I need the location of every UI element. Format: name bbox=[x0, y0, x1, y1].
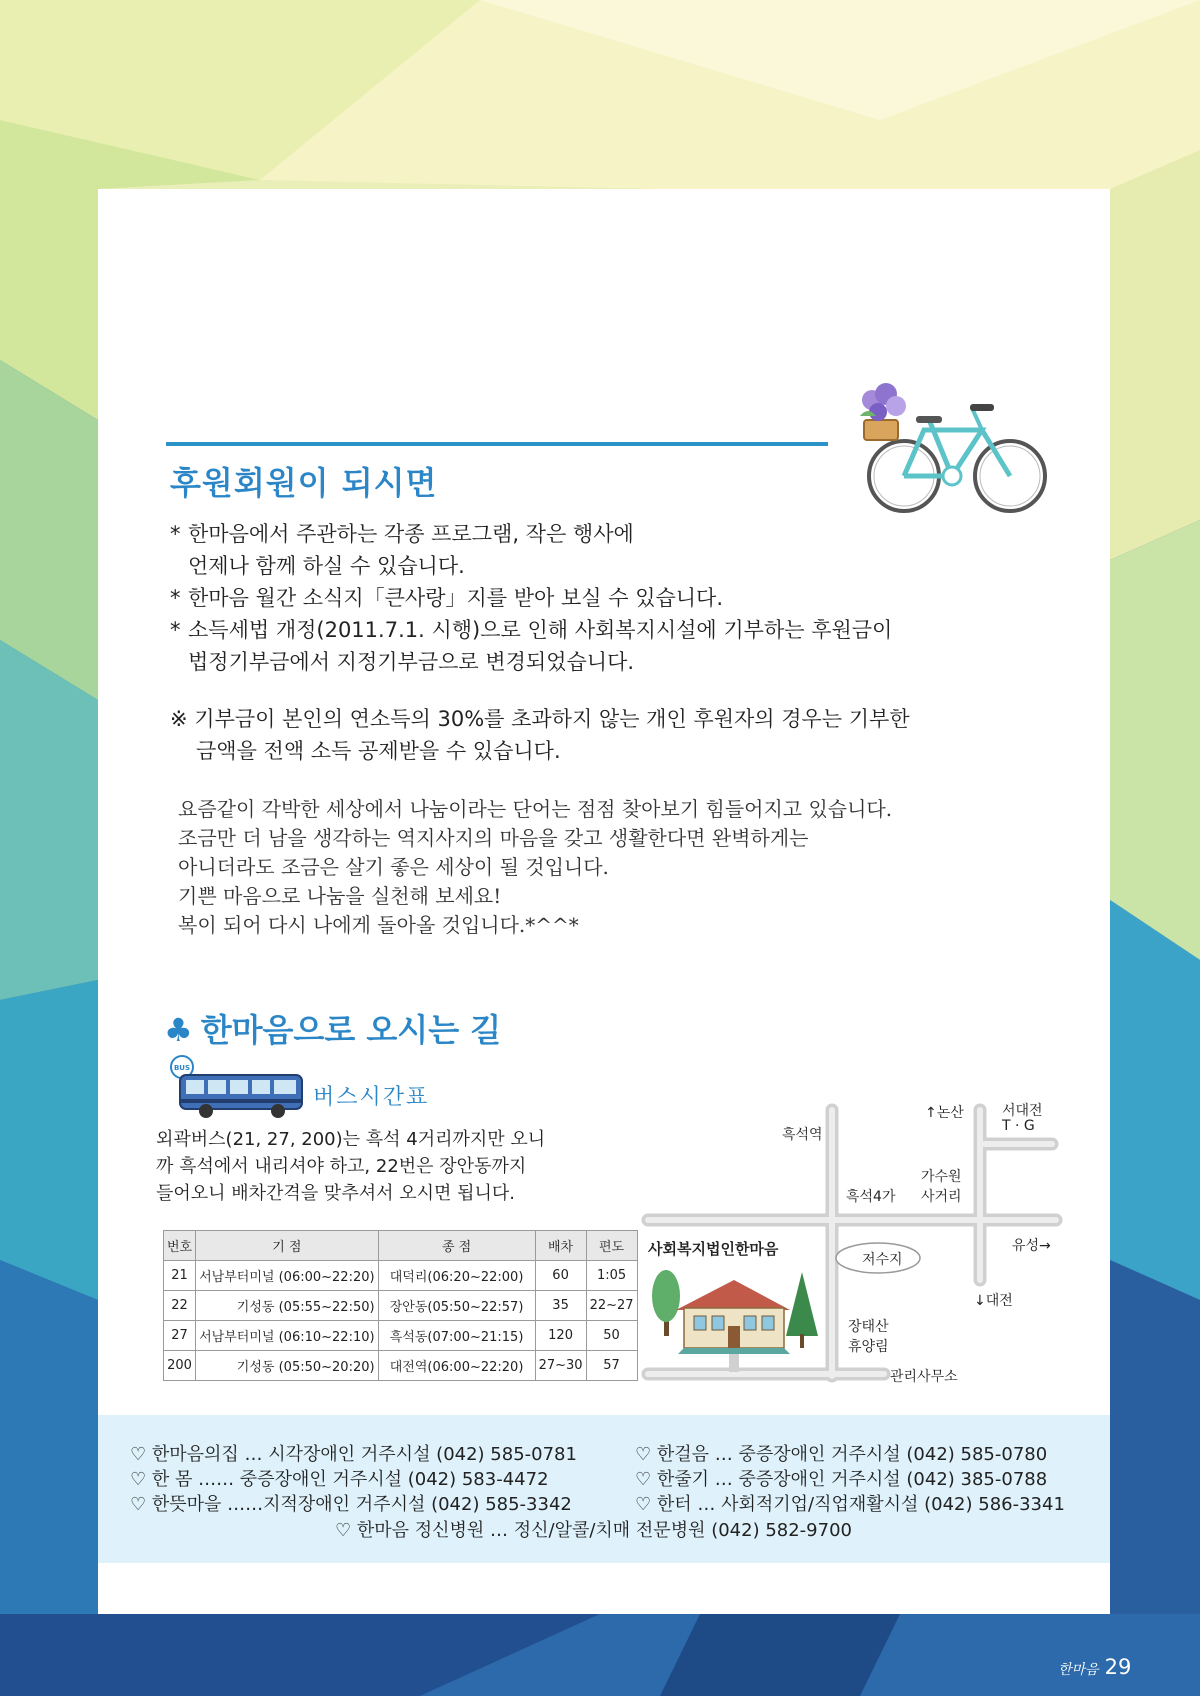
page-number: 29 bbox=[1104, 1655, 1132, 1679]
message-line: 기쁜 마음으로 나눔을 실천해 보세요! bbox=[178, 884, 502, 908]
support-title: 후원회원이 되시면 bbox=[170, 464, 438, 502]
cell: 60 bbox=[535, 1261, 586, 1291]
bullet-1 bbox=[170, 518, 634, 582]
section-rule bbox=[166, 442, 828, 446]
message-line: 조금만 더 남을 생각하는 역지사지의 마음을 갖고 생활한다면 완벽하게는 bbox=[178, 826, 809, 850]
map-label-office: 관리사무소 bbox=[890, 1369, 958, 1385]
directions-title-text: 한마음으로 오시는 길 bbox=[200, 1011, 502, 1049]
cell: 서남부터미널 (06:00~22:20) bbox=[196, 1261, 378, 1291]
col-header: 기 점 bbox=[196, 1231, 378, 1261]
facility-item: ♡ 한마음 정신병원 … 정신/알콜/치매 전문병원 (042) 582-9700 bbox=[335, 1520, 852, 1541]
facility-item: ♡ 한뜻마을 ……지적장애인 거주시설 (042) 585-3342 bbox=[130, 1494, 572, 1515]
page-footer bbox=[1058, 1655, 1131, 1679]
facility-item: ♡ 한줄기 … 중증장애인 거주시설 (042) 385-0788 bbox=[635, 1469, 1048, 1490]
cell: 22 bbox=[164, 1291, 196, 1321]
bullet-2 bbox=[170, 582, 723, 614]
message-line: 아니더라도 조금은 살기 좋은 세상이 될 것입니다. bbox=[178, 855, 609, 879]
table-row bbox=[164, 1291, 638, 1321]
bullet-line: 법정기부금에서 지정기부금으로 변경되었습니다. bbox=[188, 650, 635, 674]
map-label-seodaejeon: 서대전 bbox=[1002, 1103, 1043, 1119]
col-header: 배차 bbox=[535, 1231, 586, 1261]
cell: 35 bbox=[535, 1291, 586, 1321]
brand-logo: 한마음 bbox=[1058, 1662, 1099, 1678]
cell: 대전역(06:00~22:20) bbox=[378, 1351, 535, 1381]
bullet-marker: * bbox=[170, 522, 181, 546]
sharing-message bbox=[178, 795, 892, 940]
cell: 흑석동(07:00~21:15) bbox=[378, 1321, 535, 1351]
bus-badge-text: BUS bbox=[173, 1064, 191, 1072]
cell: 22~27 bbox=[586, 1291, 637, 1321]
bus-desc-line: 외곽버스(21, 27, 200)는 흑석 4거리까지만 오니 bbox=[156, 1129, 546, 1150]
cell: 서남부터미널 (06:10~22:10) bbox=[196, 1321, 378, 1351]
bus-desc-line: 들어오니 배차간격을 맞추셔서 오시면 됩니다. bbox=[156, 1183, 515, 1204]
bullet-line: 한마음 월간 소식지「큰사랑」지를 받아 보실 수 있습니다. bbox=[188, 586, 724, 610]
table-row bbox=[164, 1261, 638, 1291]
map-label-organization: 사회복지법인한마음 bbox=[648, 1240, 779, 1258]
cell: 27~30 bbox=[535, 1351, 586, 1381]
cell: 대덕리(06:20~22:00) bbox=[378, 1261, 535, 1291]
cell: 120 bbox=[535, 1321, 586, 1351]
bullet-marker: * bbox=[170, 586, 181, 610]
map-label-forest: 휴양림 bbox=[848, 1339, 889, 1355]
bus-desc-line: 까 흑석에서 내리셔야 하고, 22번은 장안동까지 bbox=[156, 1156, 527, 1177]
bicycle-illustration bbox=[852, 378, 1052, 518]
map-label-jangtaesan: 장태산 bbox=[848, 1319, 889, 1335]
map-label-gasuwon: 가수원 bbox=[921, 1169, 962, 1185]
tax-note bbox=[170, 703, 910, 767]
bullet-line: 한마음에서 주관하는 각종 프로그램, 작은 행사에 bbox=[188, 522, 634, 546]
col-header: 편도 bbox=[586, 1231, 637, 1261]
cell: 27 bbox=[164, 1321, 196, 1351]
col-header: 번호 bbox=[164, 1231, 196, 1261]
table-header-row bbox=[164, 1231, 638, 1261]
map-label-daejeon: ↓대전 bbox=[974, 1293, 1013, 1309]
bus-description bbox=[156, 1126, 545, 1207]
cell: 1:05 bbox=[586, 1261, 637, 1291]
bullet-3 bbox=[170, 614, 892, 678]
cell: 21 bbox=[164, 1261, 196, 1291]
facility-item: ♡ 한터 … 사회적기업/직업재활시설 (042) 586-3341 bbox=[635, 1494, 1065, 1515]
note-marker: ※ bbox=[170, 707, 188, 731]
club-icon: ♣ bbox=[164, 1011, 193, 1049]
col-header: 종 점 bbox=[378, 1231, 535, 1261]
message-line: 요즘같이 각박한 세상에서 나눔이라는 단어는 점점 찾아보기 힘들어지고 있습니다. bbox=[178, 797, 893, 821]
directions-title bbox=[164, 1005, 501, 1051]
bullet-line: 소득세법 개정(2011.7.1. 시행)으로 인해 사회복지시설에 기부하는 후원금이 bbox=[188, 618, 893, 642]
cell: 57 bbox=[586, 1351, 637, 1381]
cell: 기성동 (05:50~20:20) bbox=[196, 1351, 378, 1381]
map-label-heukseok-station: 흑석역 bbox=[782, 1127, 823, 1143]
map-label-intersection: 사거리 bbox=[921, 1189, 962, 1205]
table-row bbox=[164, 1321, 638, 1351]
note-line: 금액을 전액 소득 공제받을 수 있습니다. bbox=[196, 739, 561, 763]
cell: 200 bbox=[164, 1351, 196, 1381]
bus-timetable bbox=[163, 1230, 638, 1381]
cell: 50 bbox=[586, 1321, 637, 1351]
map-label-nonsan: ↑논산 bbox=[925, 1105, 964, 1121]
message-line: 복이 되어 다시 나에게 돌아올 것입니다.*^^* bbox=[178, 913, 579, 937]
bullet-marker: * bbox=[170, 618, 181, 642]
facility-item: ♡ 한걸음 … 중증장애인 거주시설 (042) 585-0780 bbox=[635, 1444, 1048, 1465]
map-label-heukseok-4ga: 흑석4가 bbox=[846, 1189, 896, 1205]
map-label-tg: T · G bbox=[1002, 1118, 1035, 1134]
facility-item: ♡ 한 몸 …… 중증장애인 거주시설 (042) 583-4472 bbox=[130, 1469, 549, 1490]
note-line: 기부금이 본인의 연소득의 30%를 초과하지 않는 개인 후원자의 경우는 기부한 bbox=[194, 707, 910, 731]
bus-timetable-title: 버스시간표 bbox=[313, 1085, 430, 1110]
cell: 장안동(05:50~22:57) bbox=[378, 1291, 535, 1321]
cell: 기성동 (05:55~22:50) bbox=[196, 1291, 378, 1321]
table-row bbox=[164, 1351, 638, 1381]
map-label-yuseong: 유성→ bbox=[1012, 1238, 1051, 1254]
bus-icon bbox=[170, 1055, 306, 1119]
facility-item: ♡ 한마음의집 … 시각장애인 거주시설 (042) 585-0781 bbox=[130, 1444, 577, 1465]
map-label-reservoir: 저수지 bbox=[862, 1252, 903, 1268]
bullet-line: 언제나 함께 하실 수 있습니다. bbox=[188, 554, 465, 578]
